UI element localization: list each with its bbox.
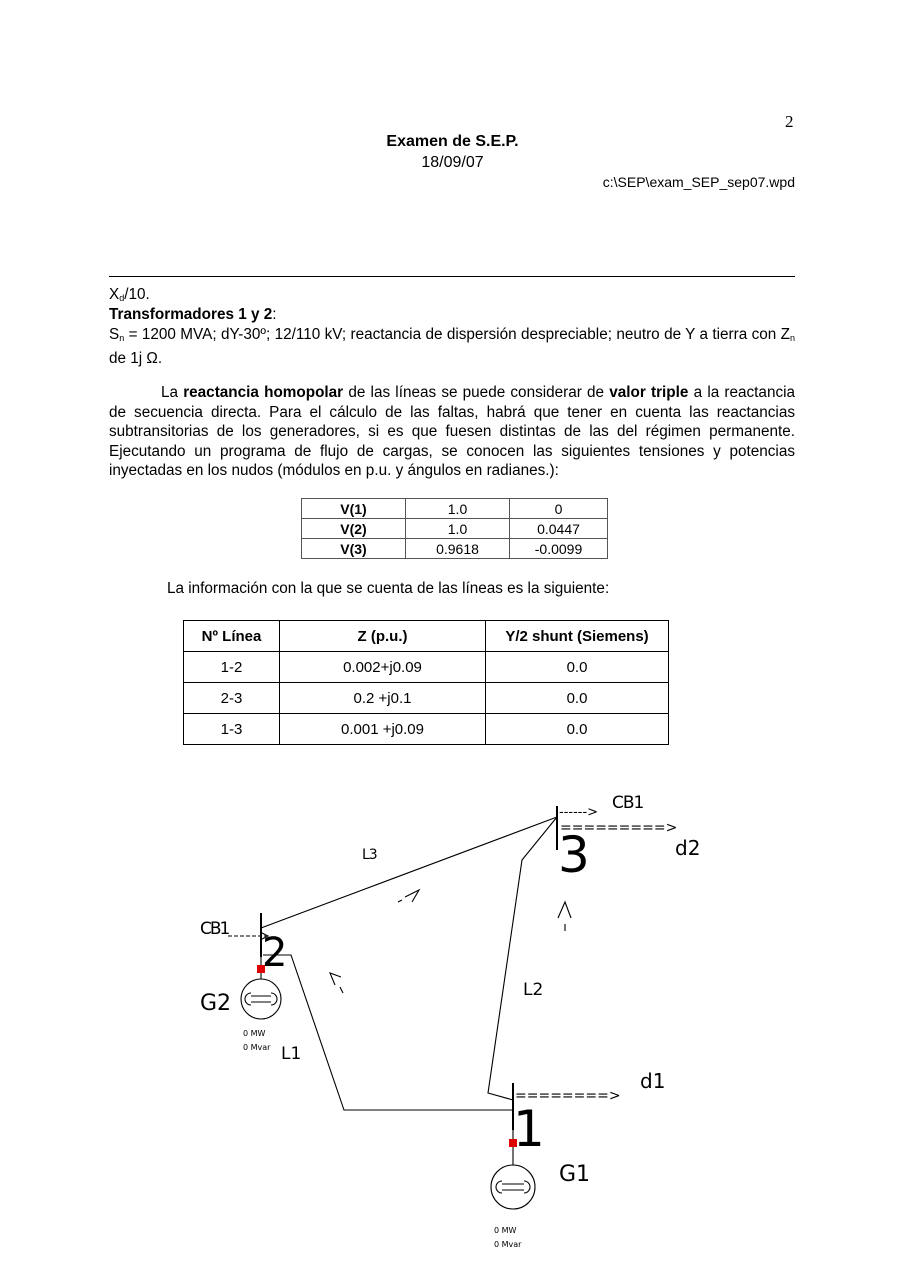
text: n	[789, 333, 795, 343]
d2-label: d2	[675, 836, 701, 860]
text: de 1j Ω.	[109, 349, 163, 367]
g2-symbol	[245, 993, 277, 1005]
voltage-magnitude: 1.0	[406, 499, 510, 519]
table-cell: 0.002+j0.09	[280, 652, 486, 683]
d1-label: d1	[640, 1069, 666, 1093]
L3-label: L3	[362, 847, 377, 863]
node-label: V(1)	[302, 499, 406, 519]
line-L2	[488, 817, 557, 1100]
G2-label: G2	[200, 991, 232, 1016]
d2-load-arrow: =========>	[560, 820, 678, 836]
text: valor triple	[609, 384, 689, 401]
d1-load-arrow: ========>	[515, 1088, 621, 1104]
flow-arrow-L1-icon	[330, 973, 343, 993]
table-cell: 0.0	[486, 714, 669, 745]
text: d	[119, 293, 125, 303]
g2-mw: 0 MW	[243, 1029, 266, 1038]
g2-generator-icon	[241, 979, 281, 1019]
text: :	[272, 306, 277, 323]
voltage-angle: -0.0099	[510, 539, 608, 559]
heading-text: Transformadores 1 y 2	[109, 306, 273, 323]
text: S	[109, 326, 120, 343]
column-header: Z (p.u.)	[280, 621, 486, 652]
g1-mvar: 0 Mvar	[494, 1240, 522, 1249]
table-cell: 0.0	[486, 683, 669, 714]
document-date: 18/09/07	[421, 154, 484, 171]
table-cell: 1-2	[184, 652, 280, 683]
cb-top-label: CB1	[612, 793, 644, 813]
line-L3	[261, 817, 557, 928]
bus2-label: 2	[262, 930, 288, 976]
g1-symbol	[496, 1181, 530, 1193]
file-path: c:\SEP\exam_SEP_sep07.wpd	[602, 174, 795, 190]
text: reactancia homopolar	[183, 384, 344, 401]
table-cell: 0.001 +j0.09	[280, 714, 486, 745]
g1-mw: 0 MW	[494, 1226, 517, 1235]
column-header: Nº Línea	[184, 621, 280, 652]
voltage-magnitude: 1.0	[406, 519, 510, 539]
g2-mvar: 0 Mvar	[243, 1043, 271, 1052]
bus1-label: 1	[513, 1100, 545, 1158]
text: n	[119, 333, 125, 343]
g1-generator-icon	[491, 1165, 535, 1209]
flow-arrow-L3-icon	[398, 890, 419, 902]
text: X	[109, 286, 120, 303]
cb-left-label: CB1	[200, 919, 229, 939]
column-header: Y/2 shunt (Siemens)	[486, 621, 669, 652]
table-cell: 0.2 +j0.1	[280, 683, 486, 714]
text: /10.	[124, 286, 150, 303]
page-number: 2	[785, 112, 794, 131]
cb-top-arrow: ------>	[559, 805, 599, 820]
node-label: V(2)	[302, 519, 406, 539]
voltage-angle: 0.0447	[510, 519, 608, 539]
text: de las líneas se puede considerar de	[343, 384, 610, 401]
lines-intro: La información con la que se cuenta de las líneas es la siguiente:	[167, 580, 610, 597]
L2-label: L2	[523, 980, 544, 1000]
table-cell: 2-3	[184, 683, 280, 714]
text: = 1200 MVA; dY-30º; 12/110 kV; reactancia de dispersión despreciable; neutro de Y a tierra con Z	[124, 326, 790, 343]
voltage-magnitude: 0.9618	[406, 539, 510, 559]
text: La	[161, 384, 184, 401]
voltage-angle: 0	[510, 499, 608, 519]
bus3-label: 3	[558, 826, 590, 884]
line-L1	[263, 955, 513, 1110]
table-cell: 1-3	[184, 714, 280, 745]
text: a la reactancia de secuencia directa. Para el cálculo de las faltas, habrá que tener en cuenta las reactancias subtransitorias de los generadores, si es que fuesen distintas de las del régimen permanente. Ejecutando un programa de flujo de cargas, se conocen las siguientes tensiones y potencias inyectadas en los nudos (módulos en p.u. y ángulos en radianes.):	[109, 384, 796, 479]
document-title: Examen de S.E.P.	[386, 133, 519, 150]
G1-label: G1	[559, 1162, 591, 1187]
flow-arrow-L2-icon	[558, 902, 571, 931]
node-label: V(3)	[302, 539, 406, 559]
L1-label: L1	[281, 1044, 302, 1064]
table-cell: 0.0	[486, 652, 669, 683]
